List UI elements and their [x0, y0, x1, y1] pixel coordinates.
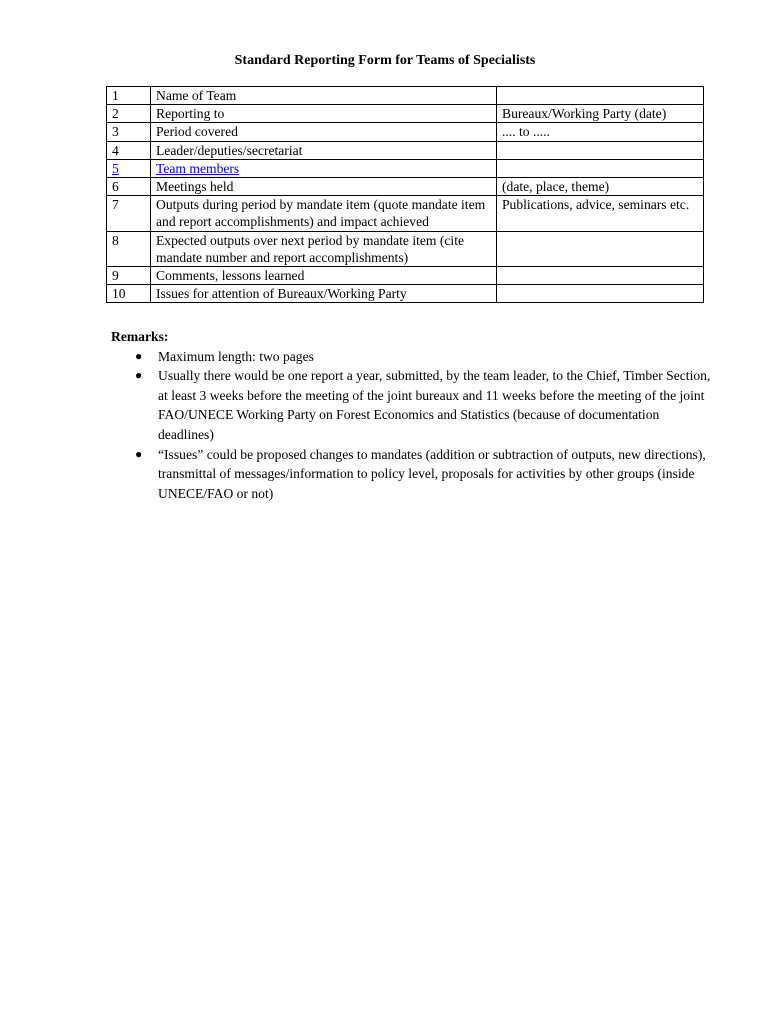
- row-label: Issues for attention of Bureaux/Working Party: [151, 285, 497, 303]
- table-row: [107, 196, 704, 231]
- remark-text: “Issues” could be proposed changes to mandates (addition or subtraction of outputs, new directions), transmittal of messages/information to policy level, proposals for activities by other groups (inside UNECE/FAO or not): [158, 446, 706, 501]
- row-label: Period covered: [151, 123, 497, 141]
- table-row: [107, 285, 704, 303]
- row-label: Name of Team: [151, 87, 497, 105]
- table-row: [107, 105, 704, 123]
- row-value: Publications, advice, seminars etc.: [497, 196, 704, 231]
- table-row: [107, 123, 704, 141]
- bullet-icon: ●: [135, 348, 143, 363]
- row-number: 2: [107, 105, 151, 123]
- row-number-link-cell: [107, 159, 151, 177]
- row-number: 6: [107, 178, 151, 196]
- list-item: [111, 445, 711, 504]
- row-label: Outputs during period by mandate item (quote mandate item and report accomplishments) and impact achieved: [151, 196, 497, 231]
- row-number: 8: [107, 231, 151, 266]
- row-value: [497, 141, 704, 159]
- row-value: Bureaux/Working Party (date): [497, 105, 704, 123]
- table-row: [107, 267, 704, 285]
- row-number: 1: [107, 87, 151, 105]
- reporting-form-table: [106, 86, 704, 303]
- remark-text: Maximum length: two pages: [158, 348, 314, 364]
- row-value: .... to .....: [497, 123, 704, 141]
- remarks-heading: Remarks:: [111, 329, 169, 344]
- remarks-section: [111, 327, 711, 503]
- remarks-list: [111, 347, 711, 504]
- table-row: [107, 141, 704, 159]
- row-label: Expected outputs over next period by mandate item (cite mandate number and report accomplishments): [151, 231, 497, 266]
- row-label-link-cell: [151, 159, 497, 177]
- list-item: [111, 347, 711, 367]
- bullet-icon: ●: [135, 446, 143, 461]
- team-members-link[interactable]: Team members: [156, 160, 240, 176]
- table-row: [107, 231, 704, 266]
- table-row: [107, 159, 704, 177]
- page-title: Standard Reporting Form for Teams of Specialists: [234, 53, 536, 68]
- team-members-number-link[interactable]: 5: [112, 160, 119, 176]
- row-value: [497, 231, 704, 266]
- list-item: [111, 366, 711, 444]
- row-label: Comments, lessons learned: [151, 267, 497, 285]
- row-value: (date, place, theme): [497, 178, 704, 196]
- row-value: [497, 285, 704, 303]
- row-number: 3: [107, 123, 151, 141]
- remark-text: Usually there would be one report a year, submitted, by the team leader, to the Chief, Timber Section, at least 3 weeks before the meeting of the joint bureaux and 11 weeks before the meeting of the joint FAO/UNECE Working Party on Forest Economics and Statistics (because of documentation deadlines): [158, 368, 711, 442]
- row-number: 4: [107, 141, 151, 159]
- row-value: [497, 87, 704, 105]
- row-number: 7: [107, 196, 151, 231]
- row-value: [497, 159, 704, 177]
- row-label: Leader/deputies/secretariat: [151, 141, 497, 159]
- row-number: 10: [107, 285, 151, 303]
- table-row: [107, 178, 704, 196]
- row-number: 9: [107, 267, 151, 285]
- table-row: [107, 87, 704, 105]
- row-value: [497, 267, 704, 285]
- row-label: Meetings held: [151, 178, 497, 196]
- bullet-icon: ●: [135, 368, 143, 383]
- row-label: Reporting to: [151, 105, 497, 123]
